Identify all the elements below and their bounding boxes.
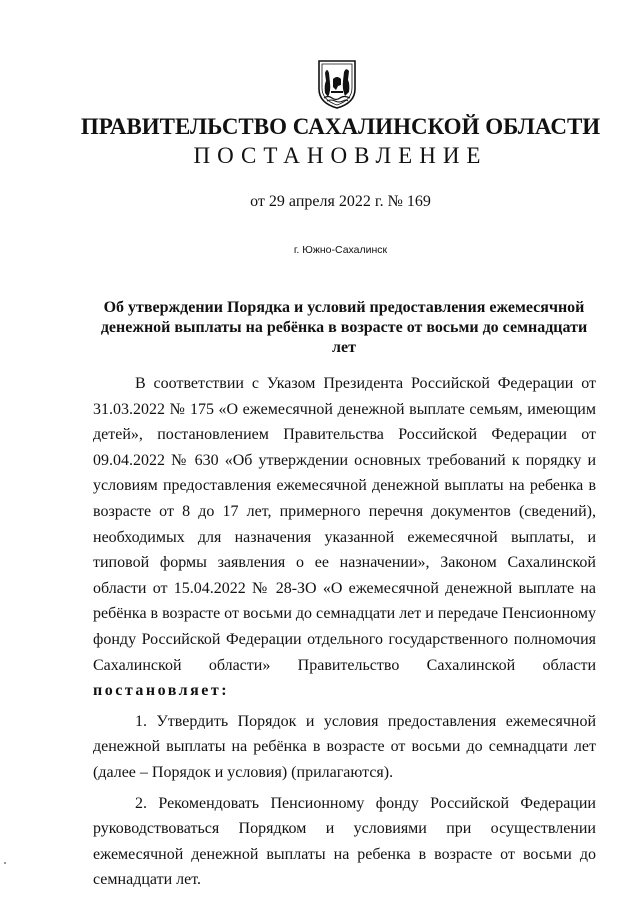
- item-1-paragraph: 1. Утвердить Порядок и условия предоставления ежемесячной денежной выплаты на ребёнка в возрасте от восьми до семнадцати лет (далее – Порядок и условия) (прилагаются).: [93, 712, 596, 781]
- sakhalin-coat-of-arms-icon: [316, 59, 358, 109]
- government-title: ПРАВИТЕЛЬСТВО САХАЛИНСКОЙ ОБЛАСТИ: [80, 114, 601, 139]
- document-type: ПОСТАНОВЛЕНИЕ: [193, 143, 488, 168]
- document-heading: Об утверждении Порядка и условий предоставления ежемесячной денежной выплаты на ребёнка в возрасте от восьми до семнадцати лет: [100, 299, 588, 356]
- document-date-number: от 29 апреля 2022 г. № 169: [250, 193, 431, 210]
- decree-word: постановляет:: [93, 682, 230, 700]
- document-body: [93, 371, 596, 893]
- preamble-text: В соответствии с Указом Президента Российской Федерации от 31.03.2022 № 175 «О ежемесячной денежной выплате семьям, имеющим детей», постановлением Правительства Российской Федерации от 09.04.2022 № 630 «Об утверждении основных требований к порядку и условиям предоставления ежемесячной денежной выплаты на ребенка в возрасте от 8 до 17 лет, примерного перечня документов (сведений), необходимых для назначения указанной ежемесячной выплаты, и типовой формы заявления о ее назначении», Законом Сахалинской области от 15.04.2022 № 28-ЗО «О ежемесячной денежной выплате на ребёнка в возрасте от восьми до семнадцати лет и передаче Пенсионному фонду Российской Федерации отдельного государственного полномочия Сахалинской области» Правительство Сахалинской области: [93, 375, 596, 674]
- scan-speck: [4, 862, 6, 864]
- city-name: г. Южно-Сахалинск: [293, 244, 388, 256]
- item-2-paragraph: 2. Рекомендовать Пенсионному фонду Российской Федерации руководствоваться Порядком и условиями при осуществлении ежемесячной денежной выплаты на ребенка в возрасте от восьми до семнадцати лет.: [93, 794, 596, 889]
- preamble-paragraph: [93, 371, 596, 704]
